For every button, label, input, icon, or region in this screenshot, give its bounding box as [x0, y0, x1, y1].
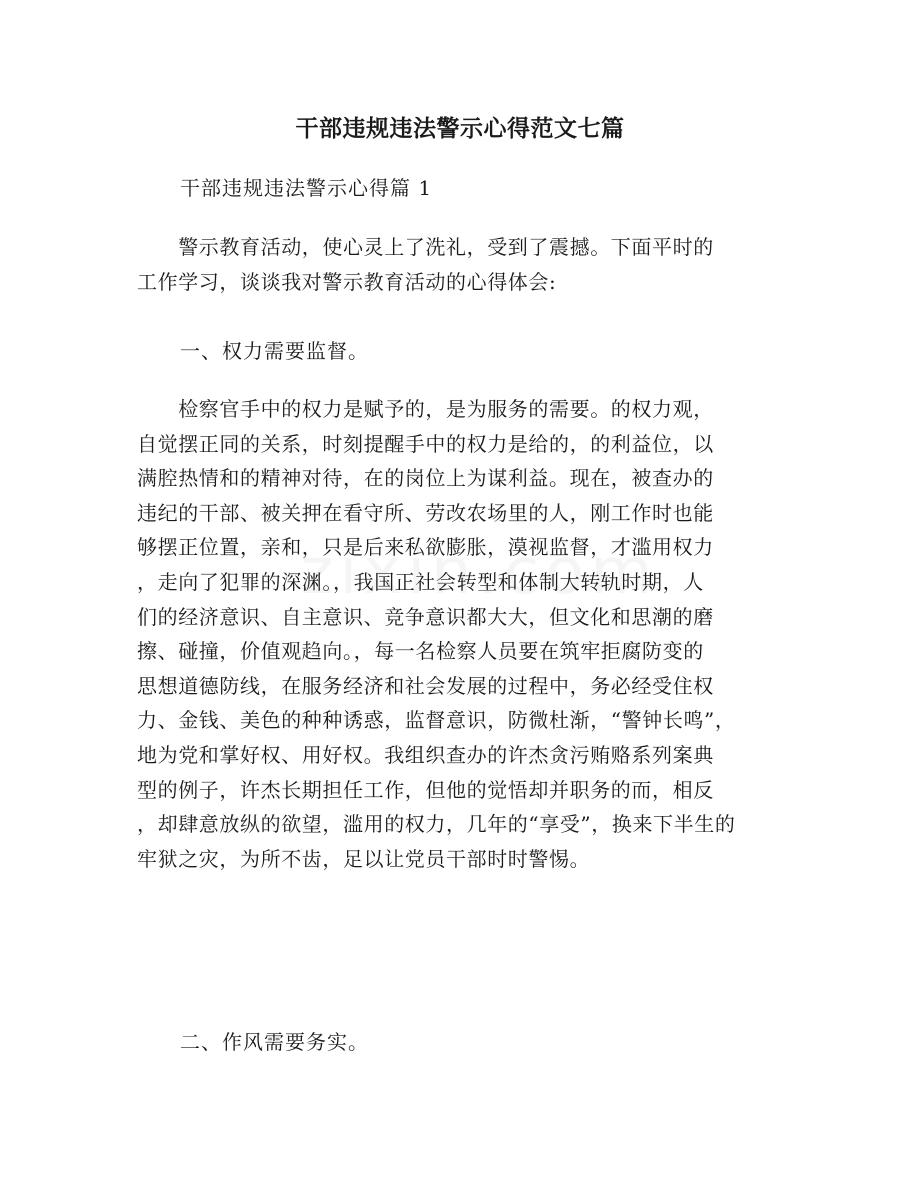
document-title: 干部违规违法警示心得范文七篇 — [295, 115, 625, 142]
section-1-paragraph — [137, 392, 787, 876]
paragraph-line: 违纪的干部、被关押在看守所、劳改农场里的人，刚工作时也能 — [137, 500, 714, 525]
paragraph-line: 牢狱之灾，为所不齿，足以让党员干部时时警惕。 — [137, 846, 591, 871]
paragraph-line: ，却肆意放纵的欲望，滥用的权力，几年的“享受”，换来下半生的 — [137, 812, 736, 837]
paragraph-line: ，走向了犯罪的深渊。，我国正社会转型和体制大转轨时期，人 — [137, 569, 704, 594]
paragraph-line: 力、金钱、美色的种种诱惑，监督意识，防微杜渐，“警钟长鸣”， — [137, 708, 736, 733]
paragraph-line: 思想道德防线，在服务经济和社会发展的过程中，务必经受住权 — [137, 673, 714, 698]
section-heading-1: 一、权力需要监督。 — [180, 339, 369, 363]
intro-paragraph — [137, 230, 787, 299]
paragraph-line: 地为党和掌好权、用好权。我组织查办的许杰贪污贿赂系列案典 — [137, 742, 714, 767]
paragraph-line: 工作学习，谈谈我对警示教育活动的心得体会: — [137, 269, 557, 294]
paragraph-line: 够摆正位置，亲和，只是后来私欲膨胀，漠视监督，才滥用权力 — [137, 535, 714, 560]
article-subtitle: 干部违规违法警示心得篇 1 — [180, 176, 433, 200]
paragraph-line: 自觉摆正同的关系，时刻提醒手中的权力是给的，的利益位，以 — [137, 431, 714, 456]
paragraph-line: 们的经济意识、自主意识、竞争意识都大大，但文化和思潮的磨 — [137, 604, 714, 629]
paragraph-line: 满腔热情和的精神对待，在的岗位上为谋利益。现在，被查办的 — [137, 466, 714, 491]
paragraph-line: 检察官手中的权力是赋予的，是为服务的需要。的权力观， — [137, 397, 714, 421]
paragraph-line: 警示教育活动，使心灵上了洗礼，受到了震撼。下面平时的 — [137, 235, 714, 259]
section-heading-2: 二、作风需要务实。 — [180, 1030, 369, 1054]
paragraph-line: 型的例子，许杰长期担任工作，但他的觉悟却并职务的而，相反 — [137, 777, 714, 802]
paragraph-line: 擦、碰撞，价值观趋向。，每一名检察人员要在筑牢拒腐防变的 — [137, 639, 704, 664]
